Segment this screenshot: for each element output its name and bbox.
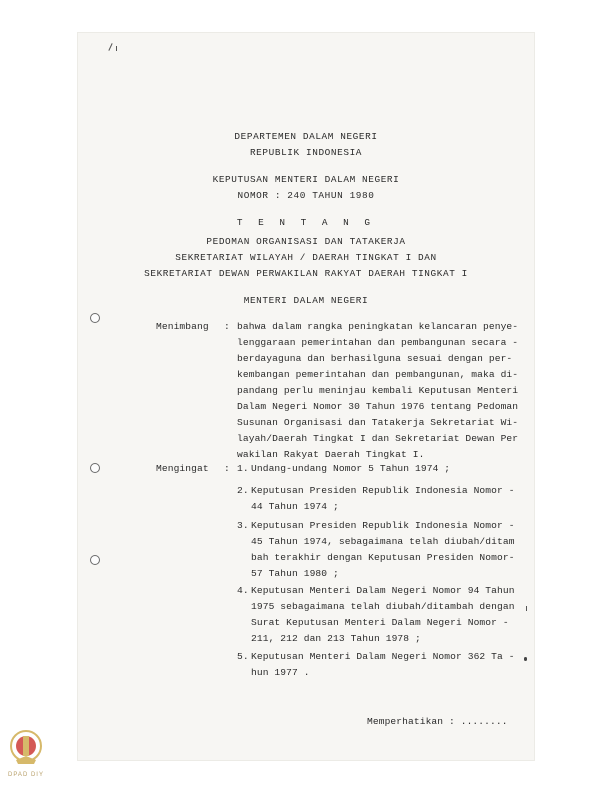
- decree-title: KEPUTUSAN MENTERI DALAM NEGERI: [212, 174, 400, 185]
- menimbang-line: pandang perlu meninjau kembali Keputusan Menteri: [237, 385, 519, 396]
- item-number: 3.: [237, 520, 249, 531]
- item-line: 57 Tahun 1980 ;: [251, 568, 339, 579]
- menimbang-line: Susunan Organisasi dan Tatakerja Sekretariat Wi-: [237, 417, 519, 428]
- scan-mark: [526, 606, 527, 611]
- punch-hole-icon: [90, 555, 100, 565]
- decree-number: NOMOR : 240 TAHUN 1980: [237, 190, 375, 201]
- scan-mark: [116, 46, 117, 51]
- menimbang-line: kembangan pemerintahan dan pembangunan, maka di-: [237, 369, 519, 380]
- menimbang-line: layah/Daerah Tingkat I dan Sekretariat Dewan Per: [237, 433, 519, 444]
- item-line: 44 Tahun 1974 ;: [251, 501, 339, 512]
- item-line: Keputusan Menteri Dalam Negeri Nomor 362 Ta -: [251, 651, 515, 662]
- menimbang-colon: :: [224, 321, 230, 332]
- subject-line-3: SEKRETARIAT DEWAN PERWAKILAN RAKYAT DAERAH TINGKAT I: [144, 268, 468, 279]
- menimbang-line: lenggaraan pemerintahan dan pembangunan secara -: [237, 337, 519, 348]
- mengingat-label: Mengingat: [156, 463, 209, 474]
- scan-mark: [524, 657, 527, 661]
- mengingat-colon: :: [224, 463, 230, 474]
- header-republic: REPUBLIK INDONESIA: [249, 147, 363, 158]
- item-line: hun 1977 .: [251, 667, 310, 678]
- item-line: Keputusan Presiden Republik Indonesia Nomor -: [251, 520, 515, 531]
- item-number: 5.: [237, 651, 249, 662]
- item-line: 45 Tahun 1974, sebagaimana telah diubah/ditam: [251, 536, 515, 547]
- item-number: 2.: [237, 485, 249, 496]
- menimbang-line: bahwa dalam rangka peningkatan kelancaran penye-: [237, 321, 519, 332]
- continuation-text: Memperhatikan : ........: [367, 716, 508, 727]
- item-line: Keputusan Presiden Republik Indonesia Nomor -: [251, 485, 515, 496]
- menimbang-label: Menimbang: [156, 321, 209, 332]
- menimbang-line: Dalam Negeri Nomor 30 Tahun 1976 tentang Pedoman: [237, 401, 519, 412]
- minister-heading: MENTERI DALAM NEGERI: [243, 295, 369, 306]
- logo-label: DPAD DIY: [8, 772, 44, 778]
- scan-mark: [108, 43, 112, 51]
- header-department: DEPARTEMEN DALAM NEGERI: [234, 131, 378, 142]
- tentang-heading: T E N T A N G: [236, 217, 376, 228]
- item-line: bah terakhir dengan Keputusan Presiden Nomor-: [251, 552, 515, 563]
- punch-hole-icon: [90, 313, 100, 323]
- menimbang-line: berdayaguna dan berhasilguna sesuai dengan per-: [237, 353, 513, 364]
- item-number: 4.: [237, 585, 249, 596]
- menimbang-line: wakilan Rakyat Daerah Tingkat I.: [237, 449, 425, 460]
- item-line: 211, 212 dan 213 Tahun 1978 ;: [251, 633, 421, 644]
- subject-line-2: SEKRETARIAT WILAYAH / DAERAH TINGKAT I DAN: [175, 252, 437, 263]
- subject-line-1: PEDOMAN ORGANISASI DAN TATAKERJA: [206, 236, 406, 247]
- item-line: 1975 sebagaimana telah diubah/ditambah dengan: [251, 601, 515, 612]
- item-number: 1.: [237, 463, 249, 474]
- item-line: Surat Keputusan Menteri Dalam Negeri Nomor -: [251, 617, 509, 628]
- item-line: Keputusan Menteri Dalam Negeri Nomor 94 Tahun: [251, 585, 515, 596]
- document-page: [78, 33, 534, 760]
- item-line: Undang-undang Nomor 5 Tahun 1974 ;: [251, 463, 451, 474]
- punch-hole-icon: [90, 463, 100, 473]
